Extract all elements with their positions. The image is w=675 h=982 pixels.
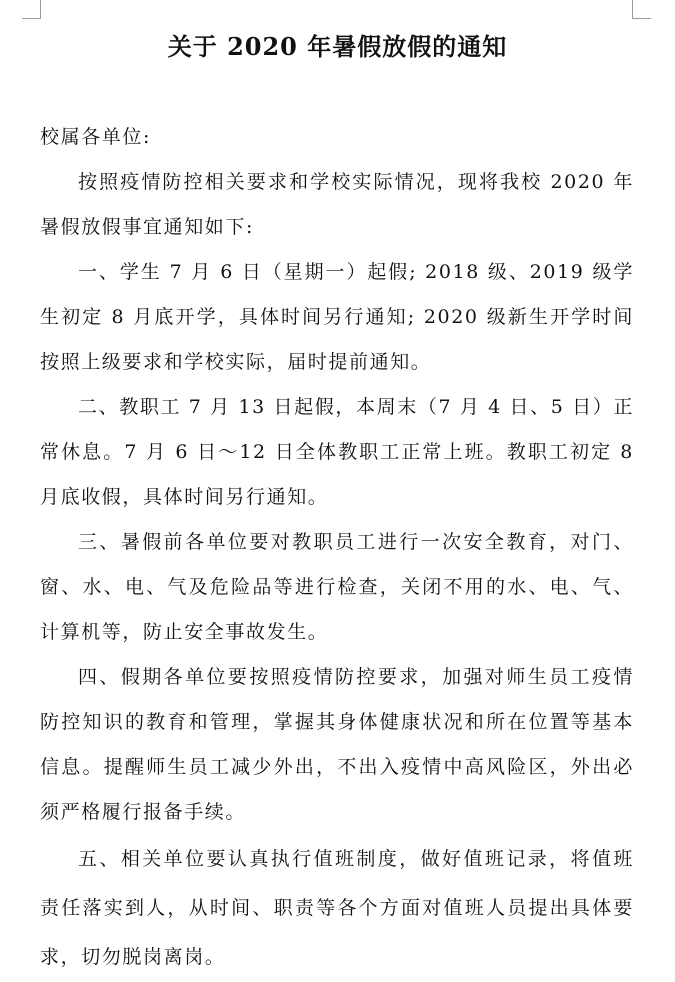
paragraph-item-3: 三、暑假前各单位要对教职员工进行一次安全教育，对门、窗、水、电、气及危险品等进行检查，关闭不用的水、电、气、计算机等，防止安全事故发生。 xyxy=(40,531,634,643)
paragraph-item-5: 五、相关单位要认真执行值班制度，做好值班记录，将值班责任落实到人，从时间、职责等各个方面对值班人员提出具体要求，切勿脱岗离岗。 xyxy=(40,848,634,968)
document-title: 关于 2020 年暑假放假的通知 xyxy=(167,32,508,61)
paragraph-item-2: 二、教职工 7 月 13 日起假，本周末（7 月 4 日、5 日）正常休息。7 月 6 日～12 日全体教职工正常上班。教职工初定 8 月底收假，具体时间另行通知。 xyxy=(40,396,634,508)
paragraph-item-1: 一、学生 7 月 6 日（星期一）起假; 2018 级、2019 级学生初定 8 月底开学，具体时间另行通知; 2020 级新生开学时间按照上级要求和学校实际，届时提前通知。 xyxy=(40,261,634,373)
crop-mark-top-left xyxy=(22,0,41,19)
salutation: 校属各单位: xyxy=(40,126,152,148)
document-body xyxy=(40,115,634,982)
paragraph-intro: 按照疫情防控相关要求和学校实际情况，现将我校 2020 年暑假放假事宜通知如下: xyxy=(40,171,634,238)
paragraph-item-4: 四、假期各单位要按照疫情防控要求，加强对师生员工疫情防控知识的教育和管理，掌握其身体健康状况和所在位置等基本信息。提醒师生员工减少外出，不出入疫情中高风险区，外出必须严格履行报备手续。 xyxy=(40,666,634,823)
crop-mark-top-right xyxy=(632,0,651,19)
